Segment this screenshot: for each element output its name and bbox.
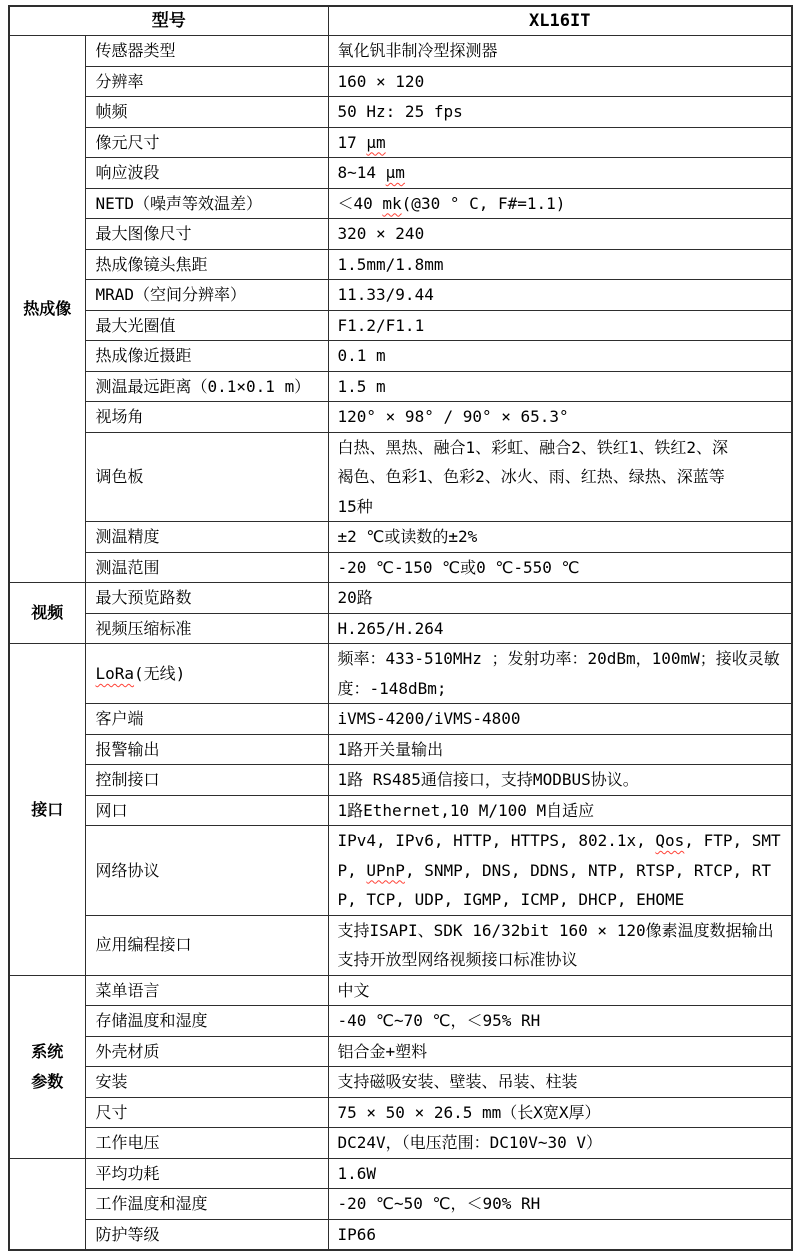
spec-row	[9, 371, 792, 402]
param-name-cell: LoRa(无线)	[85, 644, 328, 704]
param-value-cell: IP66	[328, 1219, 792, 1250]
spec-row	[9, 432, 792, 522]
param-name-cell: 响应波段	[85, 158, 328, 189]
param-name-cell: 控制接口	[85, 765, 328, 796]
spec-row	[9, 704, 792, 735]
spec-row	[9, 97, 792, 128]
param-value-cell: -40 ℃~70 ℃，＜95% RH	[328, 1006, 792, 1037]
spellcheck-underline: μm	[385, 163, 405, 182]
group-cell-thermal: 热成像	[9, 36, 85, 583]
group-cell-video: 视频	[9, 583, 85, 644]
group-cell-interface: 接口	[9, 644, 85, 976]
param-value-cell: H.265/H.264	[328, 613, 792, 644]
model-header-value: XL16IT	[328, 6, 792, 36]
param-name-cell: 测温范围	[85, 552, 328, 583]
param-value-cell: ±2 ℃或读数的±2%	[328, 522, 792, 553]
param-value-cell: 频率：433-510MHz ；发射功率：20dBm，100mW；接收灵敏度：-148dBm;	[328, 644, 792, 704]
spellcheck-underline: Qos	[655, 831, 685, 850]
param-name-cell: 网口	[85, 795, 328, 826]
spec-row	[9, 915, 792, 975]
header-row	[9, 6, 792, 36]
param-name-cell: 测温精度	[85, 522, 328, 553]
param-value-cell: 0.1 m	[328, 341, 792, 372]
param-value-cell: 75 × 50 × 26.5 mm（长X宽X厚）	[328, 1097, 792, 1128]
param-value-cell: F1.2/F1.1	[328, 310, 792, 341]
param-name-cell: 菜单语言	[85, 975, 328, 1006]
spec-row	[9, 826, 792, 916]
param-value-cell: 氧化钒非制冷型探测器	[328, 36, 792, 67]
param-name-cell: 帧频	[85, 97, 328, 128]
spec-row	[9, 1219, 792, 1250]
param-name-cell: 传感器类型	[85, 36, 328, 67]
param-name-cell: 工作温度和湿度	[85, 1189, 328, 1220]
spec-row	[9, 36, 792, 67]
param-value-cell: 8~14 μm	[328, 158, 792, 189]
param-value-cell: DC24V，（电压范围：DC10V~30 V）	[328, 1128, 792, 1159]
spellcheck-underline: mk	[382, 193, 402, 213]
param-name-cell: 调色板	[85, 432, 328, 522]
param-name-cell: 报警输出	[85, 734, 328, 765]
param-name-cell: 平均功耗	[85, 1158, 328, 1189]
spec-row	[9, 734, 792, 765]
param-name-cell: 热成像镜头焦距	[85, 249, 328, 280]
spec-table	[8, 5, 793, 1251]
spec-row	[9, 613, 792, 644]
param-name-cell: NETD（噪声等效温差）	[85, 188, 328, 219]
param-name-cell: 分辨率	[85, 66, 328, 97]
param-name-cell: 安装	[85, 1067, 328, 1098]
spec-row	[9, 1006, 792, 1037]
param-value-cell: IPv4, IPv6, HTTP, HTTPS, 802.1x, Qos, FTP, SMTP, UPnP, SNMP, DNS, DDNS, NTP, RTSP, RTCP, RTP, TCP, UDP, IGMP, ICMP, DHCP, EHOME	[328, 826, 792, 916]
param-value-cell: -20 ℃~50 ℃，＜90% RH	[328, 1189, 792, 1220]
spec-row	[9, 522, 792, 553]
param-value-cell: 支持磁吸安装、壁装、吊装、柱装	[328, 1067, 792, 1098]
spec-row	[9, 66, 792, 97]
param-value-cell: 中文	[328, 975, 792, 1006]
param-value-cell: 1路 RS485通信接口，支持MODBUS协议。	[328, 765, 792, 796]
spellcheck-underline: UPnP	[366, 860, 405, 880]
param-value-cell: 1路开关量输出	[328, 734, 792, 765]
param-value-cell: 支持ISAPI、SDK 16/32bit 160 × 120像素温度数据输出 支持开放型网络视频接口标准协议	[328, 915, 792, 975]
param-value-cell: -20 ℃-150 ℃或0 ℃-550 ℃	[328, 552, 792, 583]
spec-row	[9, 1189, 792, 1220]
param-value-cell: 1.5 m	[328, 371, 792, 402]
param-name-cell: 热成像近摄距	[85, 341, 328, 372]
spec-row	[9, 1128, 792, 1159]
param-value-cell: 11.33/9.44	[328, 280, 792, 311]
spec-row	[9, 249, 792, 280]
param-name-cell: 工作电压	[85, 1128, 328, 1159]
param-name-cell: 存储温度和湿度	[85, 1006, 328, 1037]
spec-row	[9, 1097, 792, 1128]
param-name-cell: 最大预览路数	[85, 583, 328, 614]
param-name-cell: MRAD（空间分辨率）	[85, 280, 328, 311]
spec-row	[9, 158, 792, 189]
param-name-cell: 外壳材质	[85, 1036, 328, 1067]
spec-row	[9, 127, 792, 158]
param-value-cell: 17 μm	[328, 127, 792, 158]
spellcheck-underline: μm	[366, 132, 386, 152]
spec-row	[9, 644, 792, 704]
group-cell-general	[9, 1158, 85, 1250]
param-value-cell: ＜40 mk(@30 ° C, F#=1.1)	[328, 188, 792, 219]
model-header-label: 型号	[9, 6, 328, 36]
param-name-cell: 视频压缩标准	[85, 613, 328, 644]
group-cell-system: 系统 参数	[9, 975, 85, 1158]
spec-row	[9, 1158, 792, 1189]
param-value-cell: iVMS-4200/iVMS-4800	[328, 704, 792, 735]
spec-row	[9, 341, 792, 372]
spec-row	[9, 1036, 792, 1067]
spec-row	[9, 583, 792, 614]
spec-row	[9, 219, 792, 250]
spec-row	[9, 402, 792, 433]
param-value-cell: 320 × 240	[328, 219, 792, 250]
param-value-cell: 50 Hz: 25 fps	[328, 97, 792, 128]
param-name-cell: 网络协议	[85, 826, 328, 916]
param-name-cell: 防护等级	[85, 1219, 328, 1250]
param-value-cell: 1路Ethernet,10 M/100 M自适应	[328, 795, 792, 826]
spec-row	[9, 765, 792, 796]
spellcheck-underline: LoRa	[95, 663, 135, 683]
param-name-cell: 应用编程接口	[85, 915, 328, 975]
param-name-cell: 测温最远距离（0.1×0.1 m）	[85, 371, 328, 402]
spec-row	[9, 795, 792, 826]
param-value-cell: 120° × 98° / 90° × 65.3°	[328, 402, 792, 433]
param-name-cell: 像元尺寸	[85, 127, 328, 158]
param-name-cell: 尺寸	[85, 1097, 328, 1128]
param-value-cell: 白热、黑热、融合1、彩虹、融合2、铁红1、铁红2、深 褐色、色彩1、色彩2、冰火、雨、红热、绿热、深蓝等 15种	[328, 432, 792, 522]
param-name-cell: 视场角	[85, 402, 328, 433]
param-value-cell: 20路	[328, 583, 792, 614]
param-name-cell: 最大光圈值	[85, 310, 328, 341]
param-value-cell: 1.6W	[328, 1158, 792, 1189]
spec-row	[9, 188, 792, 219]
spec-row	[9, 552, 792, 583]
param-name-cell: 最大图像尺寸	[85, 219, 328, 250]
param-value-cell: 铝合金+塑料	[328, 1036, 792, 1067]
spec-row	[9, 975, 792, 1006]
param-name-cell: 客户端	[85, 704, 328, 735]
spec-row	[9, 310, 792, 341]
param-value-cell: 1.5mm/1.8mm	[328, 249, 792, 280]
spec-row	[9, 1067, 792, 1098]
param-value-cell: 160 × 120	[328, 66, 792, 97]
spec-row	[9, 280, 792, 311]
